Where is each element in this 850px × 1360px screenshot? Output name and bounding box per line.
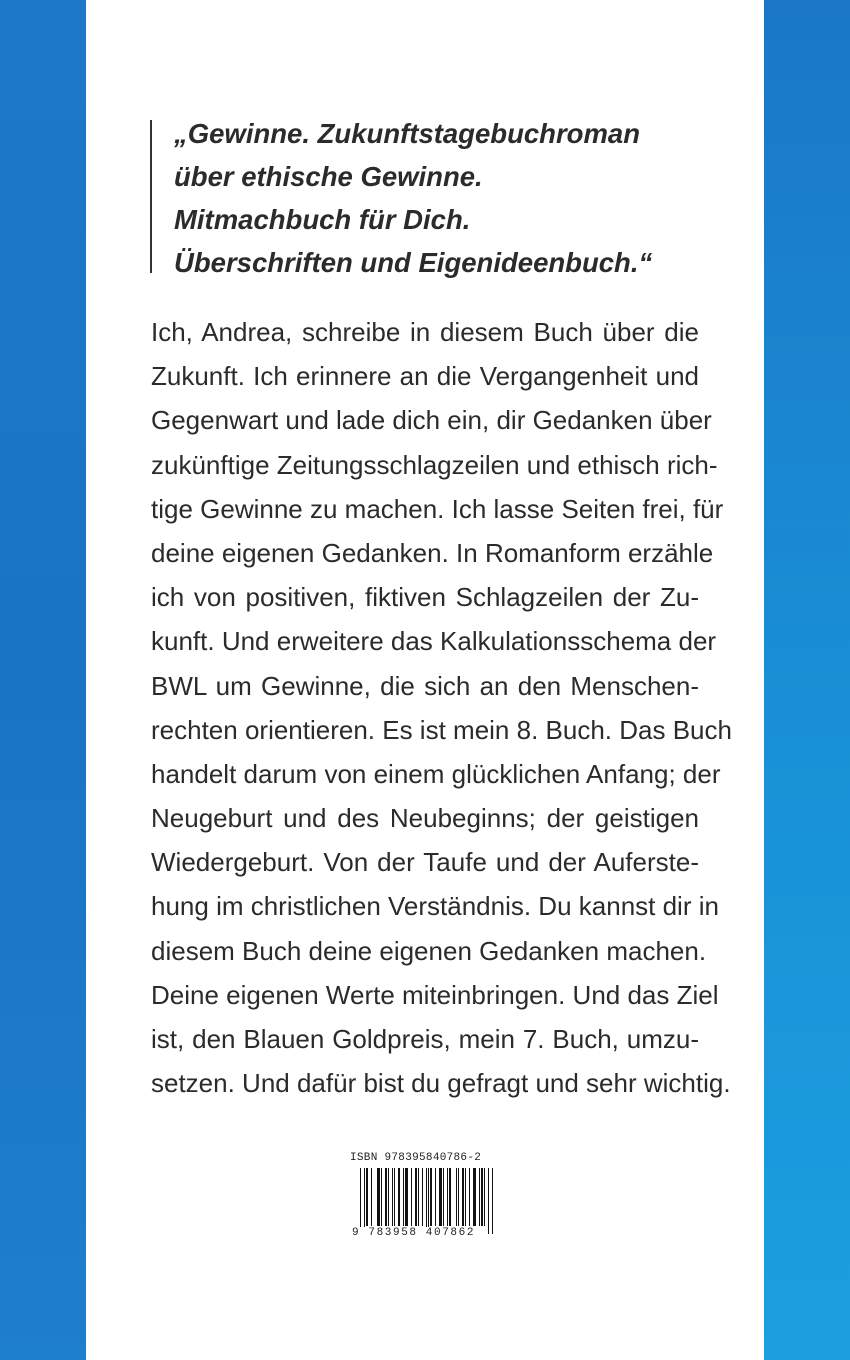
barcode-bar [398, 1168, 400, 1226]
quote-bar [150, 120, 152, 273]
barcode-bar [418, 1168, 419, 1226]
barcode-bar [415, 1168, 417, 1226]
barcode-bar [488, 1168, 489, 1234]
blurb-line: BWL um Gewinne, die sich an den Menschen- [151, 670, 699, 701]
blurb-line: zukünftige Zeitungsschlagzeilen und ethisch rich- [151, 449, 718, 480]
barcode-bar [435, 1168, 436, 1226]
barcode-bar [426, 1168, 427, 1234]
barcode-bar [405, 1168, 408, 1226]
barcode-bar [458, 1168, 459, 1226]
blurb-line: Zukunft. Ich erinnere an die Vergangenheit und [151, 361, 699, 392]
barcode-bar [422, 1168, 423, 1226]
barcode-bar [394, 1168, 395, 1226]
blurb-line: setzen. Und dafür bist du gefragt und sehr wichtig. [151, 1068, 731, 1099]
barcode-bar [469, 1168, 470, 1226]
barcode-bar [430, 1168, 432, 1226]
barcode-bar [371, 1168, 372, 1226]
barcode-bar [364, 1168, 365, 1234]
barcode-bar [479, 1168, 480, 1226]
barcode-bar [484, 1168, 485, 1226]
blurb-text [151, 310, 732, 1105]
blurb-line: ich von positiven, fiktiven Schlagzeilen der Zu- [151, 582, 699, 613]
right-blue-band [764, 0, 850, 1360]
barcode-bar [456, 1168, 457, 1226]
barcode-digits: 9 783958 407862 [352, 1227, 476, 1239]
blurb-line: Gegenwart und lade dich ein, dir Gedanken über [151, 405, 712, 436]
barcode-bar [411, 1168, 412, 1226]
quote-line: Überschriften und Eigenideenbuch.“ [174, 247, 653, 278]
barcode-bar [481, 1168, 483, 1226]
barcode-bar [385, 1168, 387, 1226]
quote-line: „Gewinne. Zukunftstagebuchroman [174, 118, 641, 149]
isbn-barcode [346, 1152, 506, 1252]
barcode-bar [447, 1168, 448, 1226]
barcode-bar [377, 1168, 380, 1226]
barcode-bar [392, 1168, 393, 1226]
quote-line: Mitmachbuch für Dich. [174, 204, 471, 235]
barcode-bar [381, 1168, 382, 1226]
quote-line: über ethische Gewinne. [174, 161, 483, 192]
blurb-line: Neugeburt und des Neubeginns; der geistigen [151, 803, 699, 834]
blurb-line: Ich, Andrea, schreibe in diesem Buch über die [151, 317, 699, 347]
barcode-bar [462, 1168, 464, 1226]
blurb-line: deine eigenen Gedanken. In Romanform erzähle [151, 537, 714, 568]
barcode-bar [403, 1168, 404, 1226]
barcode-bar [388, 1168, 389, 1226]
blurb-line: hung im christlichen Verständnis. Du kannst dir in [151, 891, 719, 922]
barcode-bar [443, 1168, 444, 1226]
barcode-bar [465, 1168, 466, 1226]
blurb-line: Deine eigenen Werte miteinbringen. Und das Ziel [151, 979, 719, 1010]
barcode-bar [473, 1168, 476, 1226]
pull-quote [174, 112, 714, 284]
blurb-line: kunft. Und erweitere das Kalkulationsschema der [151, 626, 717, 657]
isbn-label: ISBN 978395840786-2 [350, 1152, 482, 1164]
blurb-line: tige Gewinne zu machen. Ich lasse Seiten frei, für [151, 493, 724, 524]
barcode-bar [449, 1168, 451, 1226]
blurb-line: rechten orientieren. Es ist mein 8. Buch. Das Buch [151, 714, 732, 745]
blurb-line: diesem Buch deine eigenen Gedanken machen. [151, 935, 707, 966]
blurb-line: Wiedergeburt. Von der Taufe und der Auferste- [151, 847, 699, 878]
barcode-bar [439, 1168, 442, 1226]
barcode-bar [360, 1168, 361, 1234]
left-blue-band [0, 0, 86, 1360]
barcode-bar [492, 1168, 493, 1234]
blurb-line: handelt darum von einem glücklichen Anfang; der [151, 758, 721, 789]
barcode-bar [428, 1168, 429, 1234]
blurb-line: ist, den Blauen Goldpreis, mein 7. Buch, umzu- [151, 1024, 699, 1054]
barcode-bar [366, 1168, 368, 1226]
